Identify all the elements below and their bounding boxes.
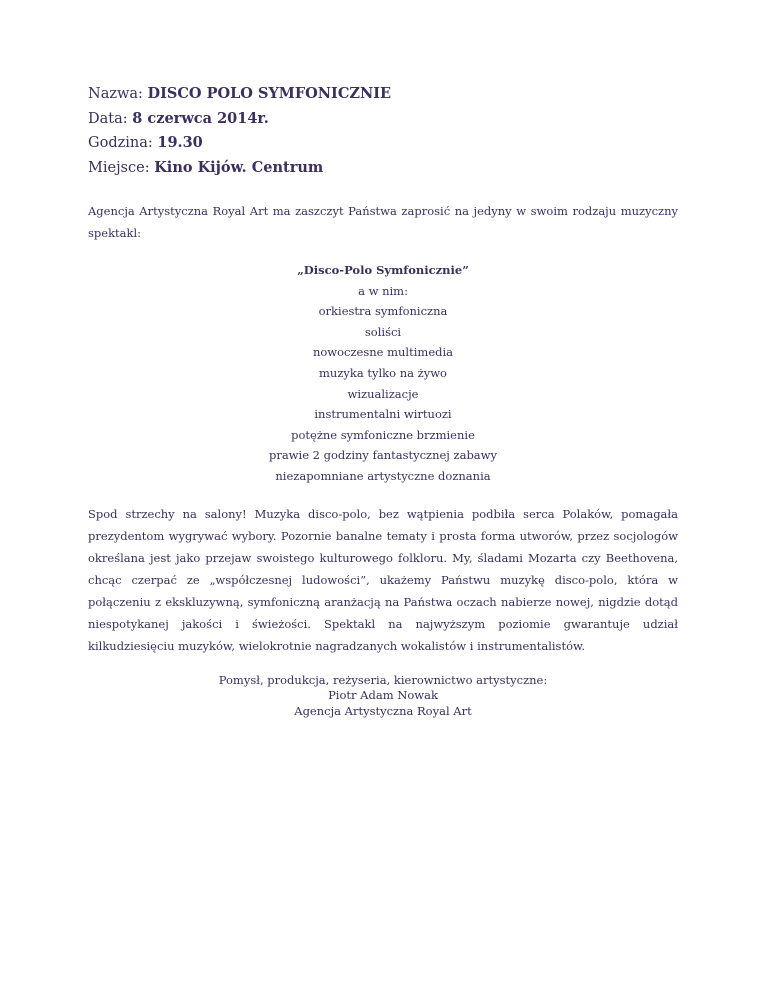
event-place-label: Miejsce: <box>88 159 150 176</box>
program-item: potężne symfoniczne brzmienie <box>291 427 475 442</box>
event-place-value: Kino Kijów. Centrum <box>154 158 324 176</box>
event-date-line <box>88 107 678 132</box>
event-name-value: DISCO POLO SYMFONICZNIE <box>147 85 392 102</box>
event-time-label: Godzina: <box>88 135 153 151</box>
program-subtitle: a w nim: <box>358 283 408 298</box>
event-date-label: Data: <box>88 110 128 127</box>
event-time-value: 19.30 <box>157 134 203 151</box>
program-title: „Disco-Polo Symfonicznie” <box>297 263 469 277</box>
credits-agency: Agencja Artystyczna Royal Art <box>294 703 472 718</box>
document-page <box>88 82 678 719</box>
description-paragraph: Spod strzechy na salony! Muzyka disco-polo, bez wątpienia podbiła serca Polaków, pomagała prezydentom wygrywać wybory. Pozornie banalne tematy i prosta forma utworów, przez socjologów określana jest jako przejaw swoistego kulturowego folkloru. My, śladami Mozarta czy Beethovena, chcąc czerpać ze „współczesnej ludowości”, ukażemy Państwu muzykę disco-polo, która w połączeniu z ekskluzywną, symfoniczną aranżacją na Państwa oczach nabierze nowej, nigdzie dotąd niespotykanej jakości i świeżości. Spektakl na najwyższym poziomie gwarantuje udział kilkudziesięciu muzyków, wielokrotnie nagradzanych wokalistów i instrumentalistów. <box>88 506 678 653</box>
program-list <box>88 301 678 486</box>
program-item: muzyka tylko na żywo <box>319 365 447 380</box>
program-item: nowoczesne multimedia <box>312 345 454 360</box>
program-item: soliści <box>364 324 402 339</box>
credits-section <box>88 673 678 720</box>
program-item: wizualizacje <box>347 386 419 401</box>
event-details <box>88 82 678 180</box>
event-name-label: Nazwa: <box>88 86 143 102</box>
credits-person: Piotr Adam Nowak <box>328 688 438 703</box>
program-item: orkiestra symfoniczna <box>318 304 448 319</box>
event-time-line <box>88 131 678 156</box>
credits-role: Pomysł, produkcja, reżyseria, kierownictwo artystyczne: <box>218 672 548 687</box>
event-place-line <box>88 156 678 181</box>
program-item: niezapomniane artystyczne doznania <box>275 468 491 483</box>
intro-paragraph: Agencja Artystyczna Royal Art ma zaszczyt Państwa zaprosić na jedyny w swoim rodzaju muzyczny spektakl: <box>88 204 678 240</box>
event-name-line <box>88 82 678 107</box>
program-item: instrumentalni wirtuozi <box>314 407 452 422</box>
program-item: prawie 2 godziny fantastycznej zabawy <box>268 448 498 463</box>
program-section <box>88 260 678 487</box>
event-date-value: 8 czerwca 2014r. <box>132 109 269 127</box>
